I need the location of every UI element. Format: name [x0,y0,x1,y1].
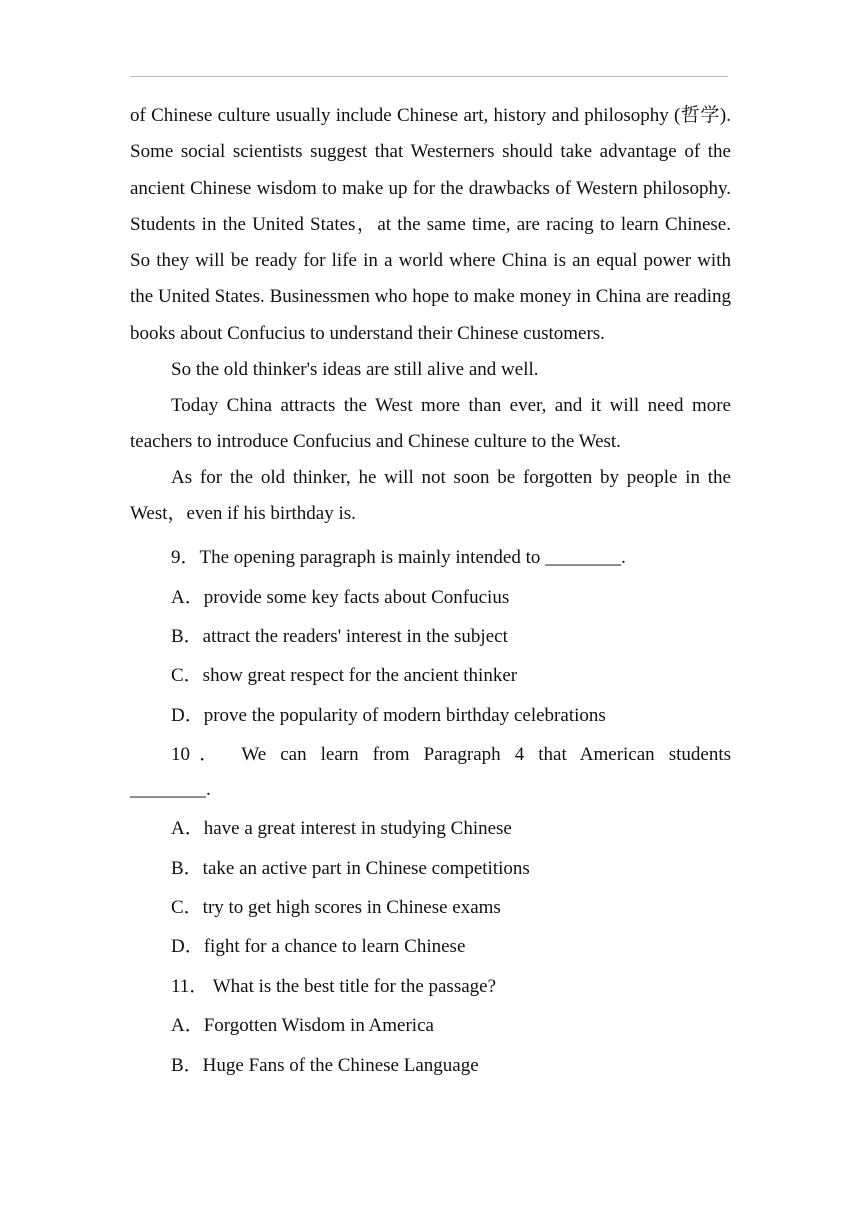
question-10 [130,735,731,967]
option-c: C．show great respect for the ancient thinker [171,665,518,687]
option-c: C．try to get high scores in Chinese exams [171,897,501,919]
option-a: A．Forgotten Wisdom in America [171,1015,434,1037]
passage-paragraph-2: So the old thinker's ideas are still alive and well. [171,359,539,381]
option-a: A．have a great interest in studying Chinese [171,818,512,840]
question-11 [130,967,731,1085]
option-d: D．prove the popularity of modern birthday celebrations [171,704,606,726]
option-b: B．attract the readers' interest in the subject [171,625,508,647]
question-stem-blank: ________. [130,779,211,801]
option-b: B．take an active part in Chinese competitions [171,857,530,879]
header-rule [130,76,728,77]
question-stem: 11． What is the best title for the passage? [171,975,497,997]
question-stem: 10． We can learn from Paragraph 4 that American students [171,744,731,766]
document-body [130,98,731,1085]
question-stem: 9．The opening paragraph is mainly intended to ________. [171,547,626,569]
passage-paragraph-4: As for the old thinker, he will not soon be forgotten by people in the West，even if his birthday is. [130,467,731,525]
option-b: B．Huge Fans of the Chinese Language [171,1054,479,1076]
passage-paragraph-3: Today China attracts the West more than ever, and it will need more teachers to introduce Confucius and Chinese culture to the West. [130,395,731,453]
question-9 [130,538,731,735]
option-d: D．fight for a chance to learn Chinese [171,936,466,958]
option-a: A．provide some key facts about Confucius [171,586,510,608]
passage-paragraph-1: of Chinese culture usually include Chinese art, history and philosophy (哲学). Some social scientists suggest that Westerners should take advantage of the ancient Chinese wisdom to make up for the drawbacks of Western philosophy. Students in the United States，at the same time, are racing to learn Chinese. So they will be ready for life in a world where China is an equal power with the United States. Businessmen who hope to make money in China are reading books about Confucius to understand their Chinese customers. [130,105,731,344]
